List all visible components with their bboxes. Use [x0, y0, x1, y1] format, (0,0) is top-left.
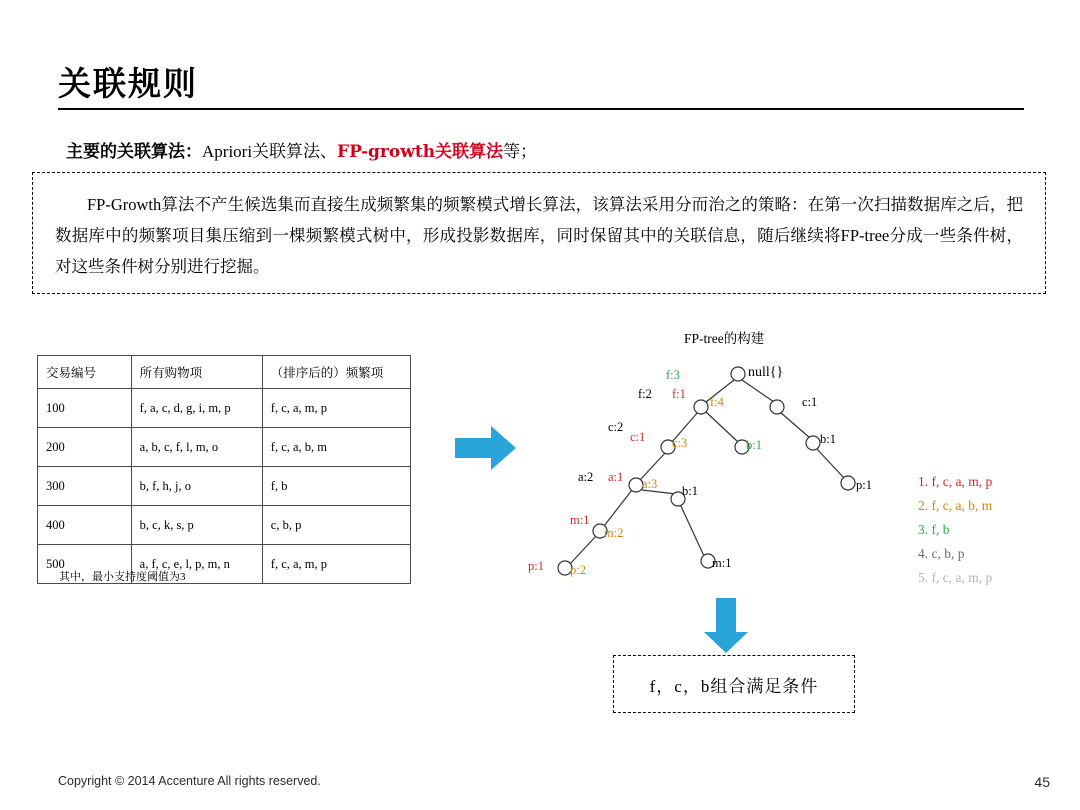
fp-tree-diagram	[520, 350, 940, 600]
tree-node-label: a:3	[642, 477, 658, 491]
table-row	[38, 428, 411, 467]
result-text: f，c，b组合满足条件	[649, 676, 819, 696]
table-cell-id: 300	[38, 467, 132, 506]
tree-node-label: p:2	[570, 563, 586, 577]
tree-root-label: null{}	[748, 365, 784, 380]
table-header-cell: （排序后的）频繁项	[262, 356, 410, 389]
title-divider	[58, 108, 1024, 110]
table-row	[38, 467, 411, 506]
transaction-table	[37, 355, 411, 584]
arrow-right-icon	[455, 424, 517, 472]
tree-node-label: f:4	[710, 395, 724, 409]
transaction-table-wrapper	[37, 355, 411, 584]
tree-node-label: m:1	[712, 556, 732, 570]
table-cell-frequent: f, c, a, m, p	[262, 389, 410, 428]
table-cell-frequent: f, b	[262, 467, 410, 506]
table-cell-items: a, f, c, e, l, p, m, n	[131, 545, 262, 584]
tree-node-label: p:1	[856, 478, 872, 492]
tree-node-label: c:1	[630, 430, 646, 444]
table-header-cell: 所有购物项	[131, 356, 262, 389]
table-cell-items: b, c, k, s, p	[131, 506, 262, 545]
table-note: 其中，最小支持度阈值为3	[59, 571, 186, 583]
result-box	[613, 655, 855, 713]
tree-node-label: c:3	[672, 436, 688, 450]
list-item: 3. f, b	[918, 522, 950, 537]
list-item: 1. f, c, a, m, p	[918, 474, 993, 489]
page-title: 关联规则	[58, 64, 198, 103]
tree-node-label: m:1	[570, 513, 590, 527]
page-number: 45	[1034, 774, 1050, 790]
subtitle-normal-2: 等；	[503, 142, 538, 161]
table-cell-items: b, f, h, j, o	[131, 467, 262, 506]
description-box	[32, 172, 1046, 294]
tree-node-label: b:1	[746, 438, 762, 452]
tree-node-label: m:2	[604, 526, 624, 540]
footer-copyright: Copyright © 2014 Accenture All rights reserved.	[58, 774, 321, 788]
subtitle-highlight: FP-growth关联算法	[337, 142, 504, 162]
table-cell-id: 100	[38, 389, 132, 428]
subtitle-lead: 主要的关联算法：	[66, 142, 202, 162]
tree-node-label: c:2	[608, 420, 624, 434]
table-row	[38, 389, 411, 428]
tree-node-label: b:1	[682, 484, 698, 498]
table-cell-id: 400	[38, 506, 132, 545]
tree-node-label: a:2	[578, 470, 594, 484]
table-cell-items: f, a, c, d, g, i, m, p	[131, 389, 262, 428]
table-header-cell: 交易编号	[38, 356, 132, 389]
table-cell-frequent: c, b, p	[262, 506, 410, 545]
tree-node-label: f:3	[666, 368, 680, 382]
tree-node-label: f:1	[672, 387, 686, 401]
list-item: 2. f, c, a, b, m	[918, 498, 993, 513]
tree-node-label: b:1	[820, 432, 836, 446]
subtitle-normal-1: Apriori关联算法、	[202, 142, 338, 161]
list-item: 5. f, c, a, m, p	[918, 570, 993, 585]
tree-node-label: a:1	[608, 470, 624, 484]
table-row	[38, 506, 411, 545]
tree-node-label: p:1	[528, 559, 544, 573]
table-cell-frequent: f, c, a, b, m	[262, 428, 410, 467]
tree-caption: FP-tree的构建	[684, 331, 765, 346]
table-header-row	[38, 356, 411, 389]
frequent-itemset-list	[918, 470, 992, 590]
table-cell-id: 200	[38, 428, 132, 467]
table-cell-id: 500	[38, 545, 132, 584]
arrow-down-icon	[702, 598, 750, 654]
tree-node-label: f:2	[638, 387, 652, 401]
list-item: 4. c, b, p	[918, 546, 965, 561]
tree-node-label: c:1	[802, 395, 818, 409]
subtitle-line	[66, 137, 537, 162]
table-cell-frequent: f, c, a, m, p	[262, 545, 410, 584]
table-cell-items: a, b, c, f, l, m, o	[131, 428, 262, 467]
description-text: FP-Growth算法不产生候选集而直接生成频繁集的频繁模式增长算法，该算法采用分而治之的策略：在第一次扫描数据库之后，把数据库中的频繁项目集压缩到一棵频繁模式树中，形成投影数据库，同时保留其中的关联信息，随后继续将FP-tree分成一些条件树，对这些条件树分别进行挖掘。	[55, 195, 1023, 276]
